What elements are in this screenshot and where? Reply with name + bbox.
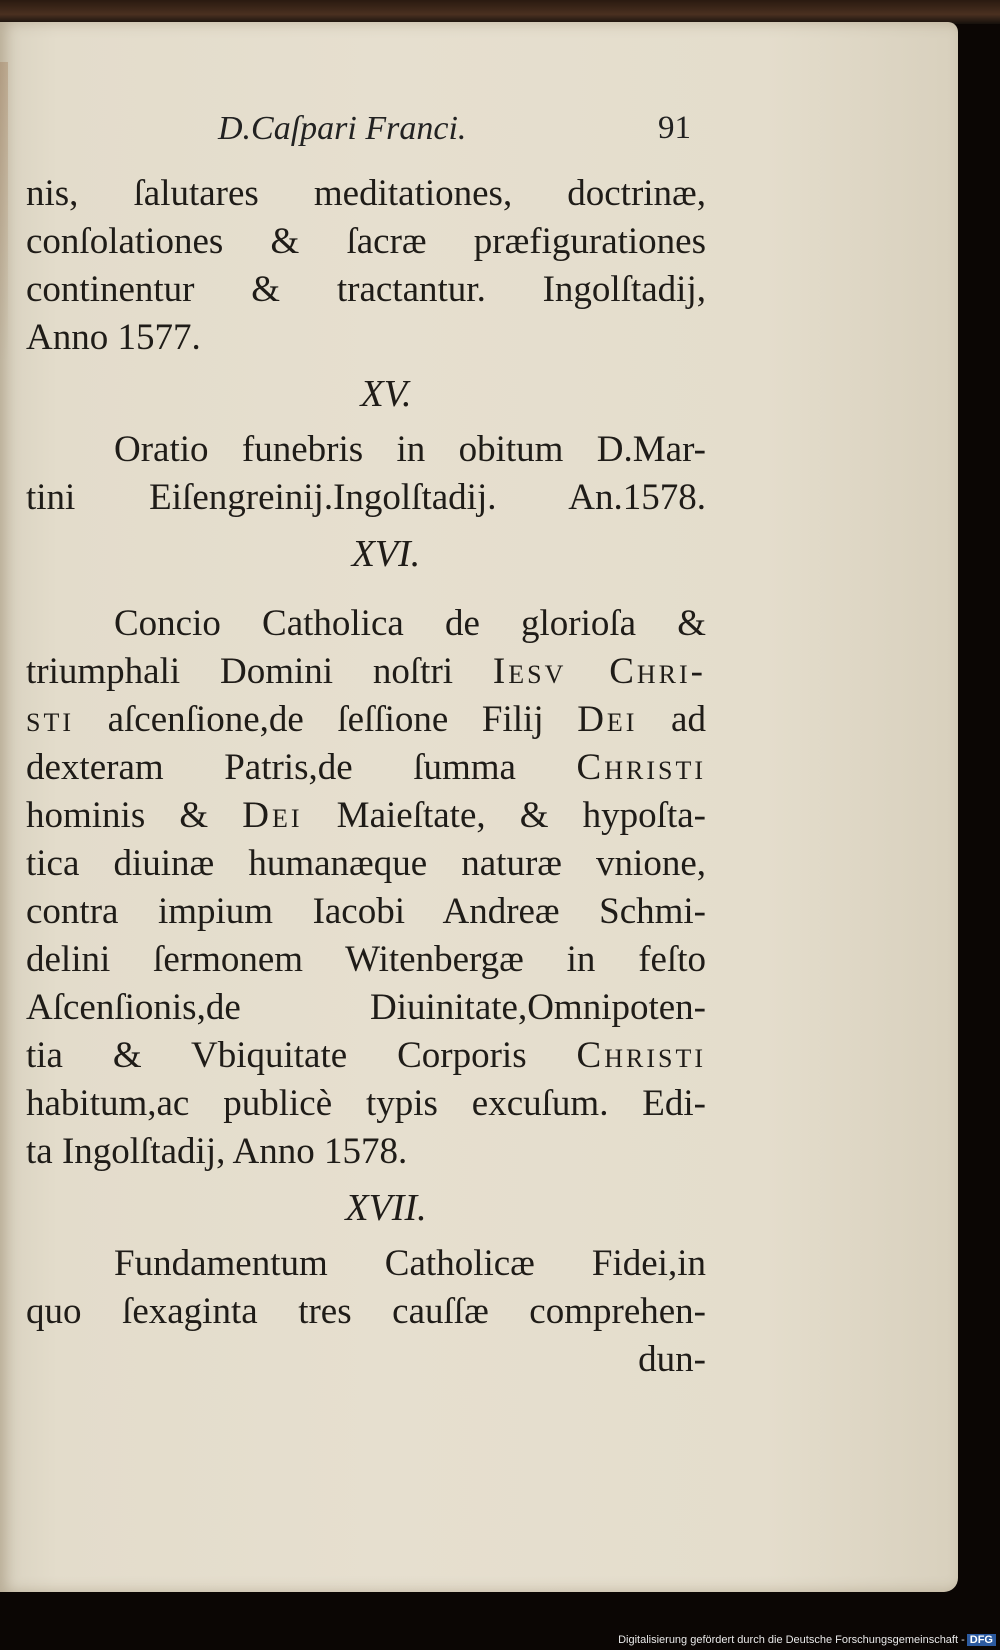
- dfg-logo: DFG: [967, 1634, 996, 1646]
- text-line: conſolationes & ſacræ præfigurationes: [26, 221, 706, 262]
- small-caps-name: sti: [26, 699, 74, 740]
- small-caps-name: Dei: [577, 699, 638, 740]
- page-stain: [0, 62, 8, 362]
- text-line: dexteram Patris,de ſumma Christi: [26, 747, 706, 788]
- text-line: Fundamentum Catholicæ Fidei,in: [114, 1243, 706, 1284]
- page-text: [26, 170, 706, 1384]
- credit-text: Digitalisierung gefördert durch die Deutsche Forschungsgemeinschaft -: [618, 1634, 965, 1646]
- text-line: triumphali Domini noſtri Iesv Chri-: [26, 651, 706, 692]
- text-line: sti aſcenſione,de ſeſſione Filij Dei ad: [26, 699, 706, 740]
- section-number-15: XV.: [360, 373, 412, 415]
- page-number: 91: [658, 110, 691, 146]
- text-line: quo ſexaginta tres cauſſæ comprehen-: [26, 1291, 706, 1332]
- page-header: [0, 110, 958, 160]
- small-caps-name: Iesv Chri-: [492, 651, 706, 692]
- text-line: ta Ingolſtadij, Anno 1578.: [26, 1131, 408, 1172]
- catchword: dun-: [638, 1339, 706, 1380]
- text-line: delini ſermonem Witenbergæ in feſto: [26, 939, 706, 980]
- text-line: tini Eiſengreinij.Ingolſtadij. An.1578.: [26, 477, 706, 518]
- text-line: Anno 1577.: [26, 317, 201, 358]
- running-head: D.Caſpari Franci.: [218, 110, 467, 147]
- text-line: continentur & tractantur. Ingolſtadij,: [26, 269, 706, 310]
- book-top-edge: [0, 0, 1000, 24]
- section-number-16: XVI.: [351, 533, 421, 575]
- small-caps-name: Christi: [576, 747, 706, 788]
- text-line: nis, ſalutares meditationes, doctrinæ,: [26, 173, 706, 214]
- text-line: hominis & Dei Maieſtate, & hypoſta-: [26, 795, 706, 836]
- text-line: habitum,ac publicè typis excuſum. Edi-: [26, 1083, 706, 1124]
- text-line: Aſcenſionis,de Diuinitate,Omnipoten-: [26, 987, 706, 1028]
- text-line: Concio Catholica de glorioſa &: [114, 603, 706, 644]
- text-line: Oratio funebris in obitum D.Mar-: [114, 429, 706, 470]
- book-page: [0, 22, 958, 1592]
- digitization-credit: [618, 1634, 996, 1646]
- section-number-17: XVII.: [345, 1187, 427, 1229]
- small-caps-name: Dei: [242, 795, 303, 836]
- text-line: contra impium Iacobi Andreæ Schmi-: [26, 891, 706, 932]
- text-line: tica diuinæ humanæque naturæ vnione,: [26, 843, 706, 884]
- text-line: tia & Vbiquitate Corporis Christi: [26, 1035, 706, 1076]
- small-caps-name: Christi: [576, 1035, 706, 1076]
